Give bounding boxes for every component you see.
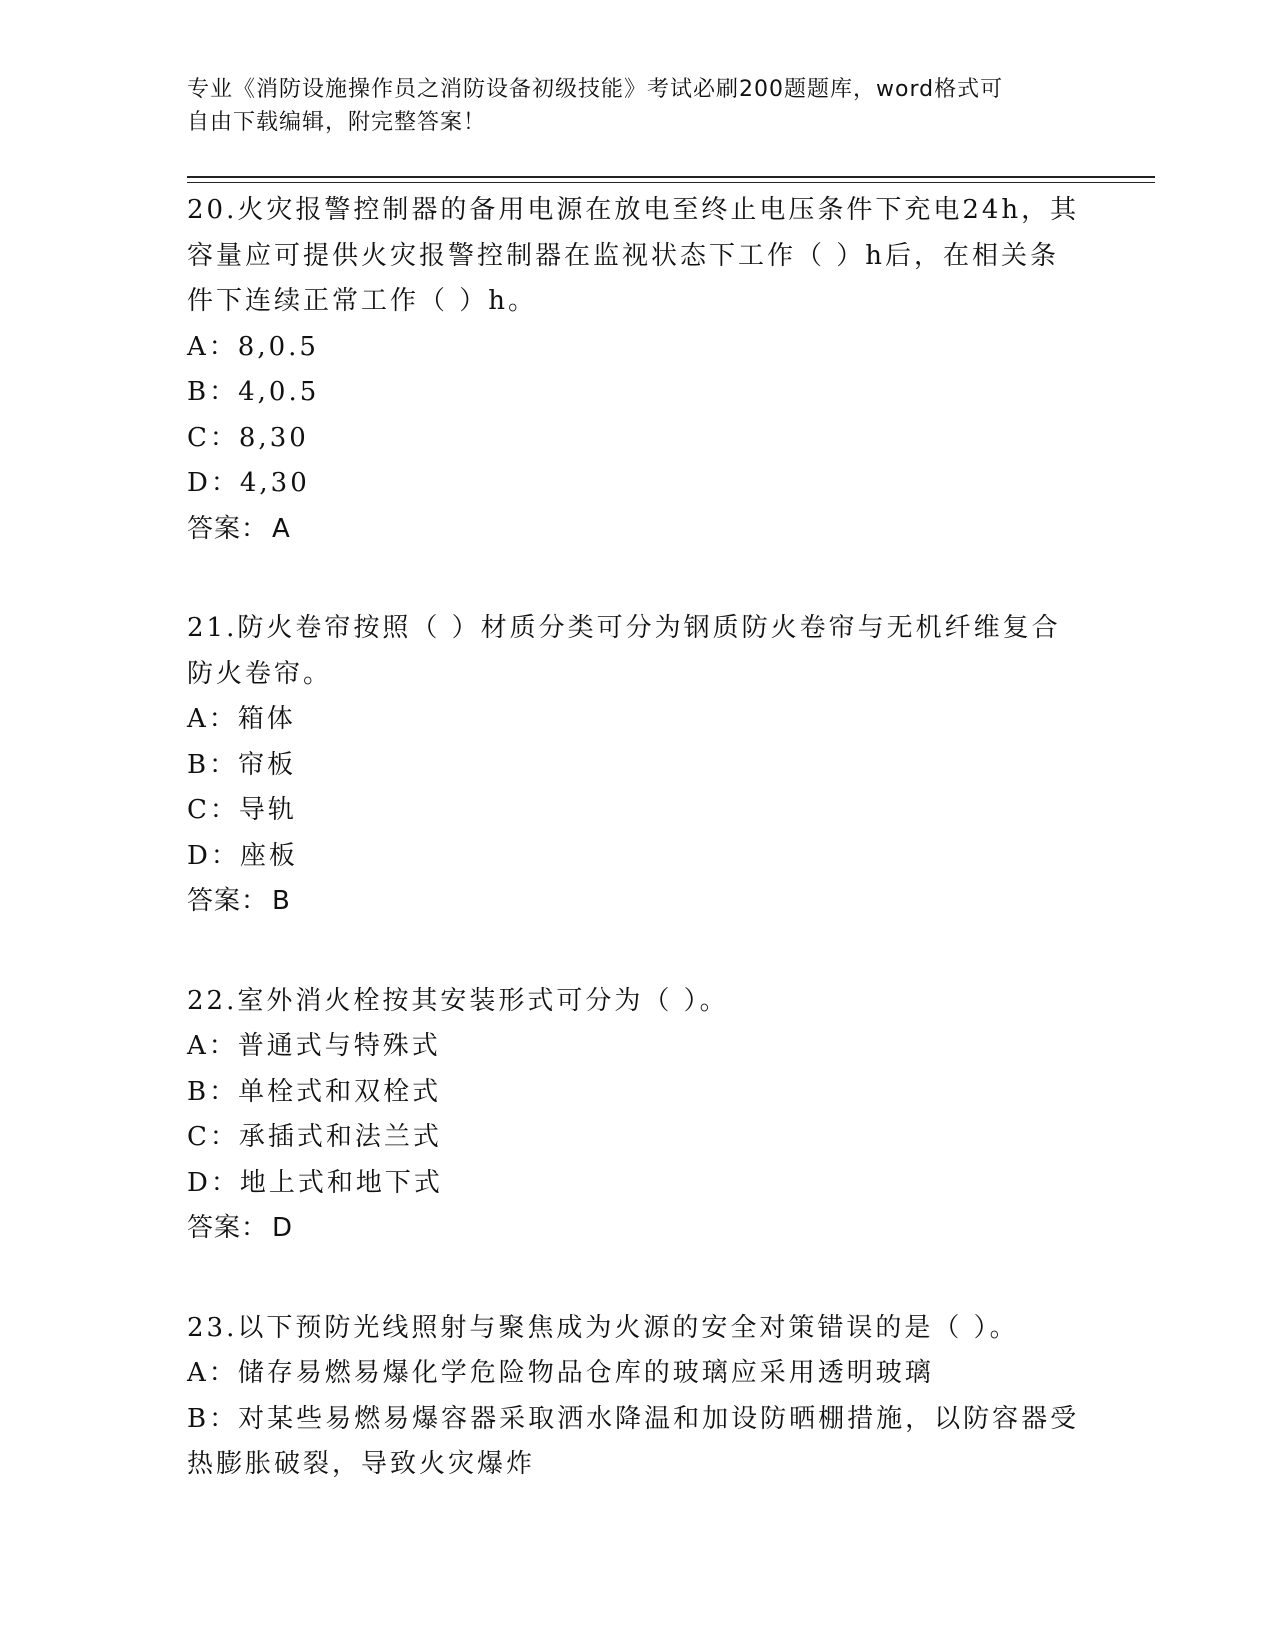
option-b: B：对某些易燃易爆容器采取洒水降温和加设防晒棚措施，以防容器受热膨胀破裂，导致火灾爆炸 <box>187 1403 1080 1479</box>
answer-value: A <box>272 513 291 544</box>
answer-label: 答案： <box>187 886 269 916</box>
header-divider-thick <box>187 176 1155 178</box>
document-header <box>187 73 1067 139</box>
option-c: C：8,30 <box>187 422 309 453</box>
question-20 <box>187 188 1087 552</box>
answer-label: 答案： <box>187 1213 269 1243</box>
option-c: C：承插式和法兰式 <box>187 1122 442 1152</box>
header-line-1: 专业《消防设施操作员之消防设备初级技能》考试必刷200题题库，word格式可 <box>187 77 1004 102</box>
answer-line <box>187 507 1087 553</box>
option-d: D：地上式和地下式 <box>187 1167 443 1198</box>
answer-value: D <box>272 1213 294 1243</box>
option-a: A：普通式与特殊式 <box>187 1031 441 1061</box>
header-divider-thin <box>187 182 1155 183</box>
option-c: C：导轨 <box>187 795 297 825</box>
answer-line <box>187 1206 1087 1252</box>
answer-label: 答案： <box>187 513 269 544</box>
option-a: A：储存易燃易爆化学危险物品仓库的玻璃应采用透明玻璃 <box>187 1358 934 1388</box>
option-d: D：4,30 <box>187 468 310 498</box>
answer-value: B <box>272 886 291 916</box>
question-23 <box>187 1306 1087 1488</box>
question-22 <box>187 979 1087 1252</box>
question-text: 21.防火卷帘按照（ ）材质分类可分为钢质防火卷帘与无机纤维复合防火卷帘。 <box>187 613 1061 689</box>
option-b: B：帘板 <box>187 749 297 780</box>
option-a: A：箱体 <box>187 704 296 734</box>
option-b: B：4,0.5 <box>187 377 320 407</box>
option-b: B：单栓式和双栓式 <box>187 1076 442 1107</box>
question-list <box>187 188 1087 1542</box>
question-21 <box>187 606 1087 925</box>
question-text: 22.室外消火栓按其安装形式可分为（ ）。 <box>187 985 729 1016</box>
option-d: D：座板 <box>187 840 298 871</box>
question-text: 23.以下预防光线照射与聚焦成为火源的安全对策错误的是（ ）。 <box>187 1312 1019 1343</box>
question-text: 20.火灾报警控制器的备用电源在放电至终止电压条件下充电24h，其容量应可提供火灾报警控制器在监视状态下工作（ ）h后，在相关条件下连续正常工作（ ）h。 <box>187 195 1080 316</box>
answer-line <box>187 879 1087 925</box>
header-line-2: 自由下载编辑，附完整答案！ <box>187 110 487 135</box>
option-a: A：8,0.5 <box>187 331 319 362</box>
